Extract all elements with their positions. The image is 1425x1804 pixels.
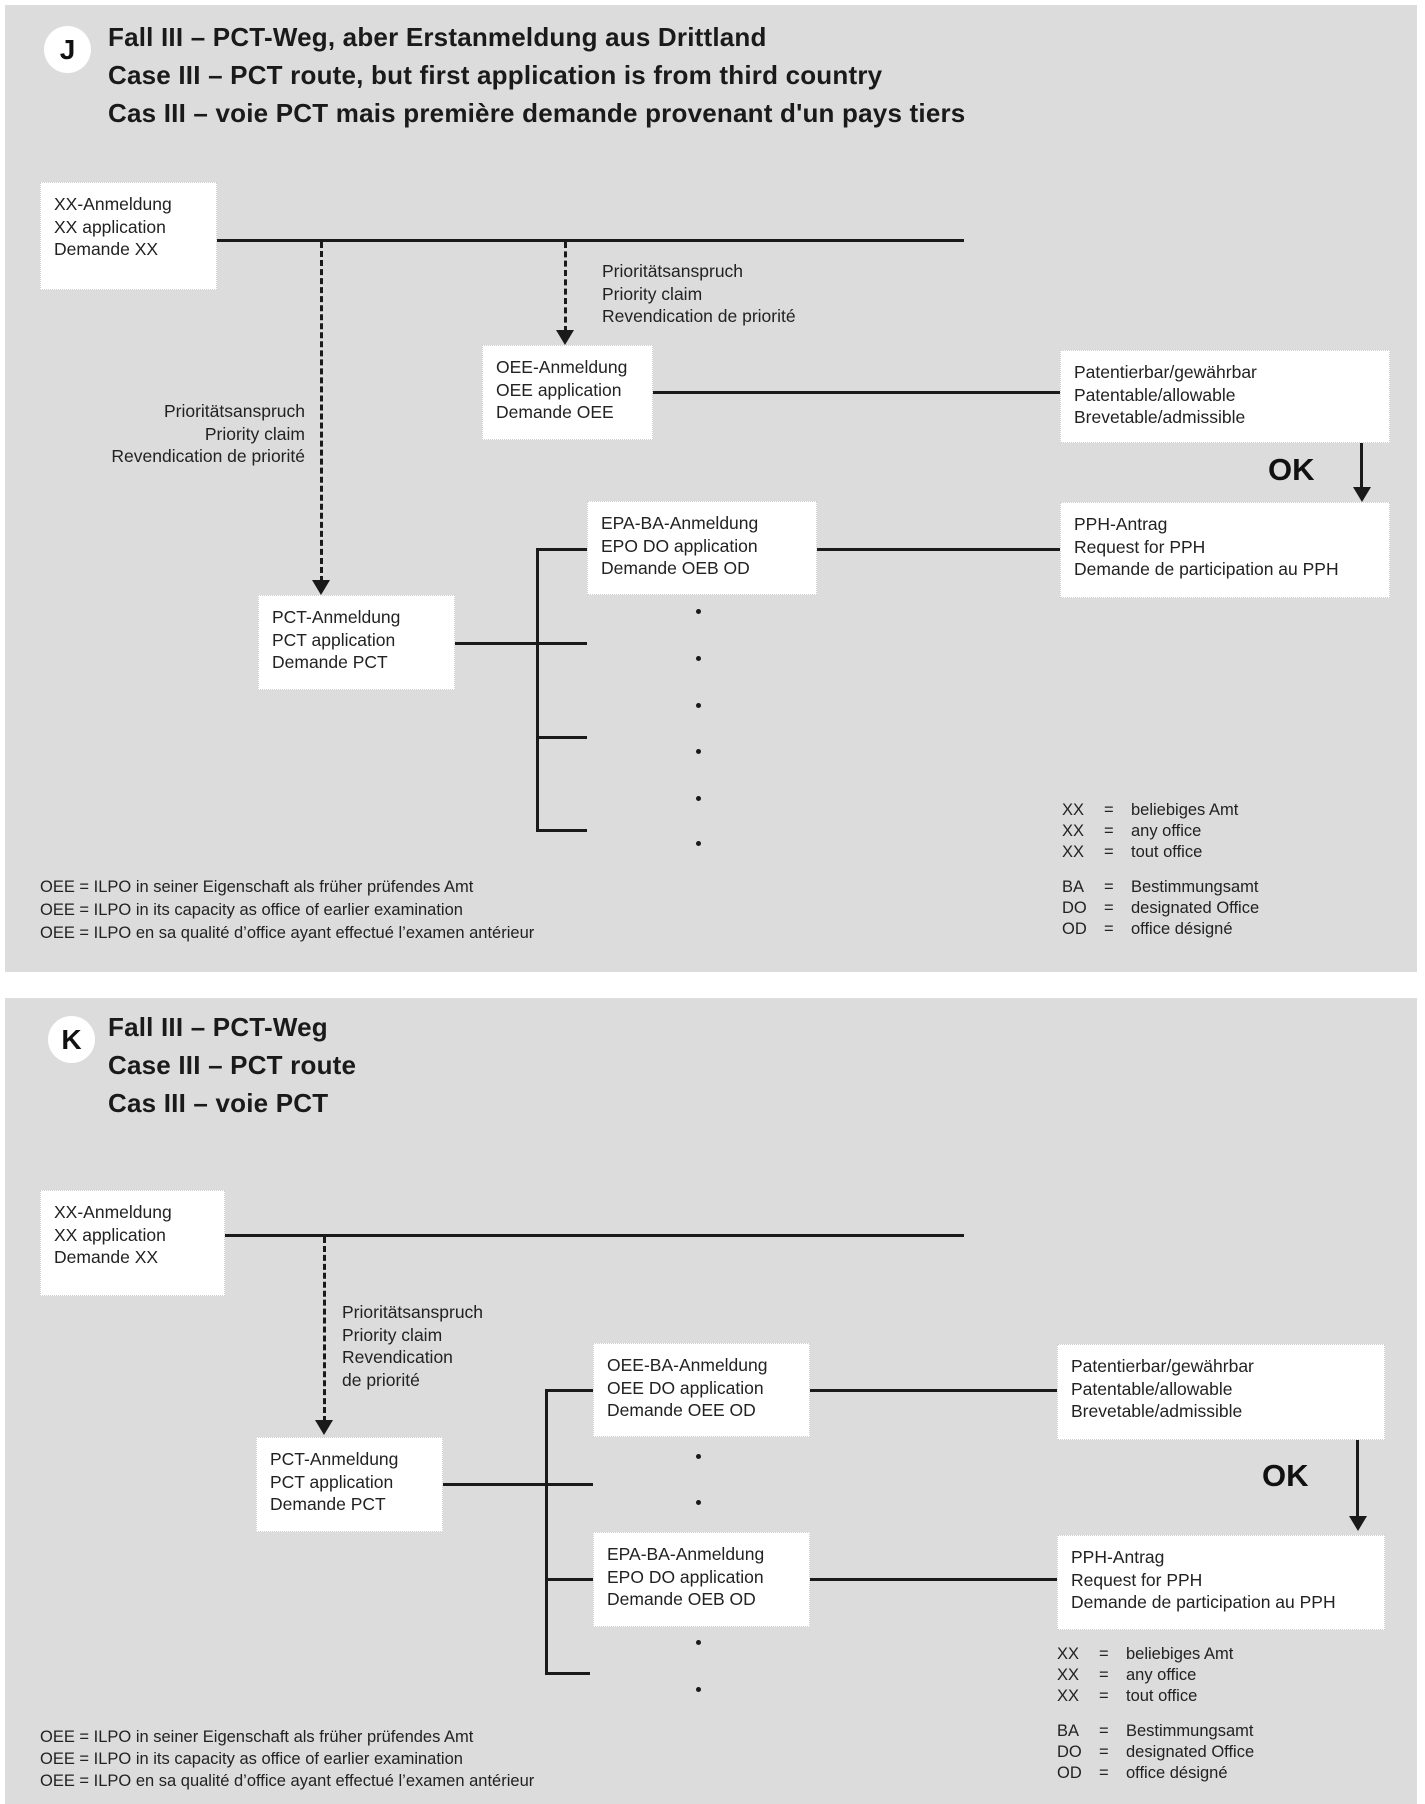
k-ellipsis-dot [696,1640,701,1645]
j-box-patentable-de: Patentierbar/gewährbar [1074,362,1257,382]
k-box-patentable-en: Patentable/allowable [1071,1378,1233,1399]
j-box-pct-line-en: PCT application [272,629,396,650]
k-box-oeeba-line-de: OEE-BA-Anmeldung [607,1355,768,1375]
j-box-xx-application [40,182,217,290]
k-ok-arrowhead [1349,1516,1367,1531]
j-box-epa-do-application [587,501,817,595]
j-box-xx-line-de: XX-Anmeldung [54,194,172,214]
panel-k-title-en: Case III – PCT route [108,1050,357,1080]
legend-row: XX = any office [1057,1666,1197,1684]
panel-k-badge: K [48,1016,95,1063]
k-box-pph-line-de: PPH-Antrag [1071,1547,1165,1567]
k-priority-label-pct [342,1301,483,1391]
k-box-oeeba-line-fr: Demande OEE OD [607,1400,756,1420]
panel-j-title-de: Fall III – PCT-Weg, aber Erstanmeldung aus Drittland [108,22,767,52]
k-priority-pct-en: Priority claim [342,1324,443,1345]
j-legend-xx [1062,800,1238,863]
j-box-pph-line-fr: Demande de participation au PPH [1074,559,1339,579]
j-box-patentable [1060,350,1390,443]
j-priority-pct-de: Prioritätsanspruch [163,401,305,421]
panel-k-title-fr: Cas III – voie PCT [108,1088,329,1118]
j-box-patentable-fr: Brevetable/admissible [1074,407,1246,427]
j-priority-arrow-pct [320,242,323,582]
k-priority-arrow-pct [323,1237,326,1422]
legend-row: XX = tout office [1062,843,1203,861]
k-comb-stub-bottom [547,1672,590,1675]
k-legend-oee-de: OEE = ILPO in seiner Eigenschaft als früher prüfendes Amt [40,1728,474,1746]
j-box-oee-line-fr: Demande OEE [496,402,614,422]
j-connector-oee-patentable [653,391,1060,394]
legend-row: XX = tout office [1057,1687,1198,1705]
legend-row: XX = beliebiges Amt [1057,1645,1234,1663]
k-priority-pct-fr2: de priorité [342,1369,420,1390]
legend-row: DO = designated Office [1062,899,1260,917]
k-timeline [225,1234,964,1237]
k-box-pct-line-de: PCT-Anmeldung [270,1449,399,1469]
j-ellipsis-dot [696,609,701,614]
j-box-pct-application [258,595,455,690]
k-ok-label: OK [1262,1458,1309,1493]
j-ellipsis-dot [696,796,701,801]
legend-row: BA = Bestimmungsamt [1057,1722,1254,1740]
k-ellipsis-dot [696,1500,701,1505]
j-timeline [215,239,964,242]
k-box-epa-do-application [593,1532,810,1627]
k-box-pct-application [256,1437,443,1532]
k-box-epa-line-en: EPO DO application [607,1566,764,1587]
k-box-pct-line-fr: Demande PCT [270,1494,386,1514]
panel-j-title [108,18,965,132]
j-priority-arrow-oee [564,242,567,332]
k-box-patentable-de: Patentierbar/gewährbar [1071,1356,1254,1376]
k-box-patentable [1057,1344,1385,1440]
j-ellipsis-dot [696,703,701,708]
legend-row: OD = office désigné [1062,920,1233,938]
j-connector-pct-comb [455,642,587,645]
k-box-epa-line-de: EPA-BA-Anmeldung [607,1544,765,1564]
j-box-oee-application [482,345,653,440]
j-priority-oee-de: Prioritätsanspruch [602,261,744,281]
j-priority-pct-fr: Revendication de priorité [111,446,305,466]
j-legend-oee-fr: OEE = ILPO en sa qualité d’office ayant effectué l’examen antérieur [40,924,535,942]
panel-j-badge: J [44,26,91,73]
j-ok-arrow [1360,443,1363,490]
j-box-epa-line-de: EPA-BA-Anmeldung [601,513,759,533]
j-box-oee-line-en: OEE application [496,379,622,400]
j-priority-pct-en: Priority claim [204,423,305,444]
j-comb-stub-2 [538,829,587,832]
k-box-pph-line-en: Request for PPH [1071,1569,1203,1590]
panel-k-title-de: Fall III – PCT-Weg [108,1012,328,1042]
j-box-pph-request [1060,502,1390,598]
legend-row: OD = office désigné [1057,1764,1228,1782]
legend-row: DO = designated Office [1057,1743,1255,1761]
k-ok-arrow [1356,1440,1359,1519]
j-box-epa-line-fr: Demande OEB OD [601,558,750,578]
k-box-xx-line-en: XX application [54,1224,166,1245]
k-box-oeeba-line-en: OEE DO application [607,1377,764,1398]
j-legend-oee [40,876,534,945]
k-priority-arrowhead-pct [315,1420,333,1435]
k-box-pct-line-en: PCT application [270,1471,394,1492]
k-legend-oee-en: OEE = ILPO in its capacity as office of earlier examination [40,1750,463,1768]
k-ellipsis-dot [696,1454,701,1459]
k-connector-pct-comb [443,1483,593,1486]
k-ellipsis-dot [696,1687,701,1692]
j-ellipsis-dot [696,656,701,661]
j-comb-vertical [536,548,539,832]
k-box-epa-line-fr: Demande OEB OD [607,1589,756,1609]
j-legend-oee-en: OEE = ILPO in its capacity as office of earlier examination [40,901,463,919]
j-box-xx-line-fr: Demande XX [54,239,159,259]
k-legend-xx [1057,1644,1233,1707]
j-priority-arrowhead-oee [556,330,574,345]
k-box-pph-request [1057,1535,1385,1630]
j-box-pct-line-de: PCT-Anmeldung [272,607,401,627]
k-box-pph-line-fr: Demande de participation au PPH [1071,1592,1336,1612]
k-comb-vertical [545,1389,548,1675]
j-priority-label-oee [602,260,796,328]
legend-row: XX = any office [1062,822,1202,840]
j-box-pph-line-de: PPH-Antrag [1074,514,1168,534]
j-legend-oee-de: OEE = ILPO in seiner Eigenschaft als früher prüfendes Amt [40,878,474,896]
j-box-pph-line-en: Request for PPH [1074,536,1206,557]
j-ok-label: OK [1268,452,1315,487]
k-box-xx-line-fr: Demande XX [54,1247,159,1267]
j-ellipsis-dot [696,749,701,754]
j-box-oee-line-de: OEE-Anmeldung [496,357,628,377]
k-box-oee-do-application [593,1343,810,1437]
j-box-xx-line-en: XX application [54,216,166,237]
k-priority-pct-de: Prioritätsanspruch [342,1302,484,1322]
legend-row: BA = Bestimmungsamt [1062,878,1259,896]
j-box-pct-line-fr: Demande PCT [272,652,388,672]
k-legend-oee-fr: OEE = ILPO en sa qualité d’office ayant effectué l’examen antérieur [40,1772,535,1790]
j-priority-oee-fr: Revendication de priorité [602,306,796,326]
j-priority-oee-en: Priority claim [602,283,703,304]
legend-row: XX = beliebiges Amt [1062,801,1239,819]
j-box-patentable-en: Patentable/allowable [1074,384,1236,405]
j-ok-arrowhead [1353,487,1371,502]
j-priority-label-pct [110,400,305,468]
panel-j-title-fr: Cas III – voie PCT mais première demande provenant d'un pays tiers [108,98,966,128]
j-ellipsis-dot [696,841,701,846]
panel-j-title-en: Case III – PCT route, but first application is from third country [108,60,883,90]
k-legend-ba [1057,1721,1254,1784]
j-priority-arrowhead-pct [312,580,330,595]
k-legend-oee [40,1726,534,1792]
j-legend-ba [1062,877,1259,940]
k-box-patentable-fr: Brevetable/admissible [1071,1401,1243,1421]
j-box-epa-line-en: EPO DO application [601,535,758,556]
k-priority-pct-fr1: Revendication [342,1347,453,1367]
panel-k-title [108,1008,356,1122]
k-box-xx-line-de: XX-Anmeldung [54,1202,172,1222]
k-box-xx-application [40,1190,225,1296]
j-comb-stub-1 [538,736,587,739]
